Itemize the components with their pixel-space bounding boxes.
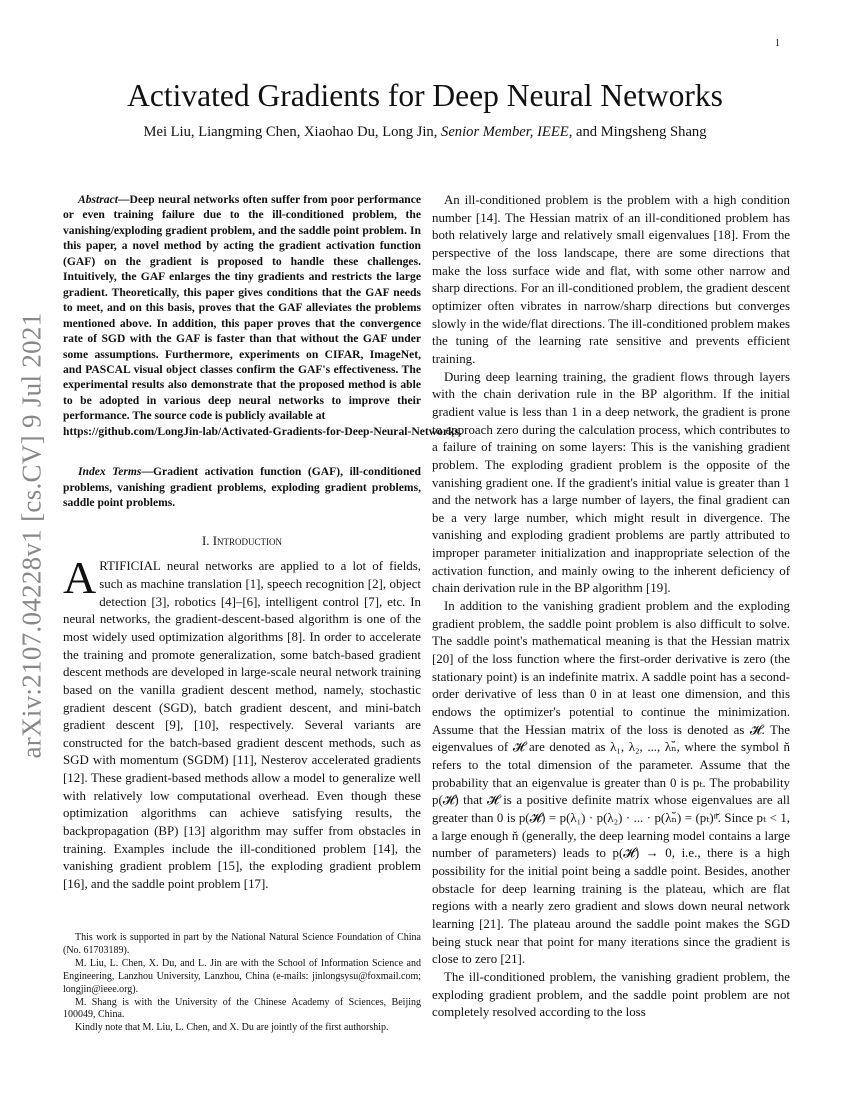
- abstract-label: Abstract: [78, 193, 118, 206]
- arxiv-stamp: arXiv:2107.04228v1 [cs.CV] 9 Jul 2021: [16, 312, 47, 759]
- authors: [0, 124, 850, 141]
- author-last: , and Mingsheng Shang: [568, 124, 707, 140]
- section-heading-introduction: I. Introduction: [201, 533, 283, 548]
- intro-first-word: RTIFICIAL: [99, 559, 161, 574]
- paragraph-ill-conditioned: An ill-conditioned problem is the problem with a high condition number [14]. The Hessian matrix of an ill-conditioned problem has both relatively large and relatively small eigenvalues [18]. From the perspective of the loss landscape, there are some directions that make the loss surface wide and flat, with some other narrow and sharp directions. For an ill-conditioned problem, the gradient descent optimizer often vibrates in narrow/sharp directions but converges slowly in the wide/flat directions. The ill-conditioned problem makes the tuning of the learning rate sensitive and prevents efficient training.: [432, 193, 790, 366]
- paragraph-vanishing-exploding: During deep learning training, the gradient flows through layers with the chain derivation rule in the BP algorithm. If the initial gradient value is less than 1 in a deep network, the gradient is prone to approach zero during the calculation process, which contributes to a failure of training on some layers: This is the vanishing gradient problem. The exploding gradient problem is the opposite of the vanishing gradient one. If the gradient's initial value is greater than 1 and the network has a large number of layers, the final gradient can be a very large number, which might result in divergence. The vanishing and exploding gradient problems are partly attributed to improper parameter initialization and inappropriate selection of the activation function, and mainly owing to the inherent deficiency of chain derivation rule in the BP algorithm [19].: [432, 369, 790, 596]
- index-terms: [63, 464, 421, 510]
- intro-paragraph: [63, 552, 421, 893]
- left-column: [63, 192, 462, 894]
- footnote-funding: This work is supported in part by the National Natural Science Foundation of China (No. 61703189).: [63, 932, 421, 956]
- source-code-link[interactable]: https://github.com/LongJin-lab/Activated-Gradients-for-Deep-Neural-Networks.: [63, 424, 462, 438]
- abstract: [63, 192, 462, 439]
- abstract-text: —Deep neural networks often suffer from poor performance or even training failure due to the ill-conditioned problem, the vanishing/exploding gradient problem, and the saddle point problem. In this paper, a novel method by acting the gradient activation function (GAF) on the gradient is proposed to handle these challenges. Intuitively, the GAF enlarges the tiny gradients and restricts the large gradient. Theoretically, this paper gives conditions that the GAF needs to meet, and on this basis, proves that the GAF alleviates the problems mentioned above. In addition, this paper proves that the convergence rate of SGD with the GAF is faster than that without the GAF under some assumptions. Furthermore, experiments on CIFAR, ImageNet, and PASCAL visual object classes confirm the GAF's effectiveness. The experimental results also demonstrate that the proposed method is able to be adopted in various deep neural networks to improve their performance. The source code is publicly available at: [63, 193, 421, 423]
- intro-text: neural networks are applied to a lot of fields, such as machine translation [1], speech recognition [2], object detection [3], robotics [4]–[6], intelligent control [7], etc. In neural networks, the gradient-descent-based algorithm is one of the most widely used optimization algorithms [8]. In order to accelerate the training and promote generalization, some batch-based gradient descent methods are developed in large-scale neural network training based on the vanilla gradient descent method, namely, stochastic gradient descent (SGD), batch gradient descent, and mini-batch gradient descent [9], [10], respectively. Several variants are constructed for the batch-based gradient descent methods, such as SGD with momentum (SGDM) [11], Nesterov accelerated gradients [12]. These gradient-based methods allow a model to generalize well with relatively low computational overhead. Even though these optimization algorithms can achieve satisfying results, the backpropagation (BP) [13] algorithm may suffer from obstacles in training. Examples include the ill-conditioned problem [14], the vanishing gradient problem [15], the exploding gradient problem [16], and the saddle point problem [17].: [63, 559, 421, 892]
- footnotes: [63, 932, 421, 1035]
- paper-title: Activated Gradients for Deep Neural Networks: [127, 78, 723, 113]
- index-terms-text: —Gradient activation function (GAF), ill-conditioned problems, vanishing gradient problems, exploding gradient problems, saddle point problems.: [63, 465, 421, 510]
- author-membership: Senior Member, IEEE: [441, 124, 569, 140]
- footnote-affiliation-2: M. Shang is with the University of the Chinese Academy of Sciences, Beijing 100049, China.: [63, 996, 421, 1021]
- right-column: [432, 192, 790, 1022]
- page-number: 1: [775, 38, 780, 49]
- paragraph-summary: The ill-conditioned problem, the vanishing gradient problem, the exploding gradient problem, and the saddle point problem are not completely resolved according to the loss: [432, 969, 790, 1020]
- footnote-authorship: Kindly note that M. Liu, L. Chen, and X. Du are jointly of the first authorship.: [75, 1022, 389, 1034]
- author-names: Mei Liu, Liangming Chen, Xiaohao Du, Long Jin,: [143, 124, 438, 140]
- drop-cap: A: [63, 552, 97, 604]
- footnote-affiliation-1: M. Liu, L. Chen, X. Du, and L. Jin are with the School of Information Science and Engineering, Lanzhou University, Lanzhou, China (e-mails: jinlongsysu@foxmail.com; longjin@ieee.org).: [63, 957, 421, 995]
- index-terms-label: Index Terms: [78, 465, 142, 479]
- paragraph-saddle-point: In addition to the vanishing gradient problem and the exploding gradient problem, the saddle point problem is also difficult to solve. The saddle point's mathematical meaning is that the Hessian matrix [20] of the loss function where the first-order derivative is zero (the stationary point) is an indefinite matrix. A saddle point has a second-order derivative of less than 0 in at least one dimension, and this endows the optimizer's potential to continue the minimization. Assume that the Hessian matrix of the loss is denoted as 𝓗. The eigenvalues of 𝓗 are denoted as λ₁, λ₂, ..., λₙ̆, where the symbol n̆ refers to the total dimension of the parameter. Assume that the probability that an eigenvalue is greater than 0 is pₜ. The probability p(𝓗) that 𝓗 is a positive definite matrix whose eigenvalues are all greater than 0 is p(𝓗) = p(λ₁) · p(λ₂) · ... · p(λₙ̆) = (pₜ)ⁿ̆. Since pₜ < 1, a large enough n̆ (generally, the deep learning model contains a large number of parameters) leads to p(𝓗) → 0, i.e., there is a high possibility for the initial point being a saddle point. Besides, another obstacle for deep learning training is the plateau, which are flat regions with a nearly zero gradient and slows down neural network learning [21]. The plateau around the saddle point makes the SGD being stuck near that point for many iterations since the gradient is close to zero [21].: [432, 599, 790, 967]
